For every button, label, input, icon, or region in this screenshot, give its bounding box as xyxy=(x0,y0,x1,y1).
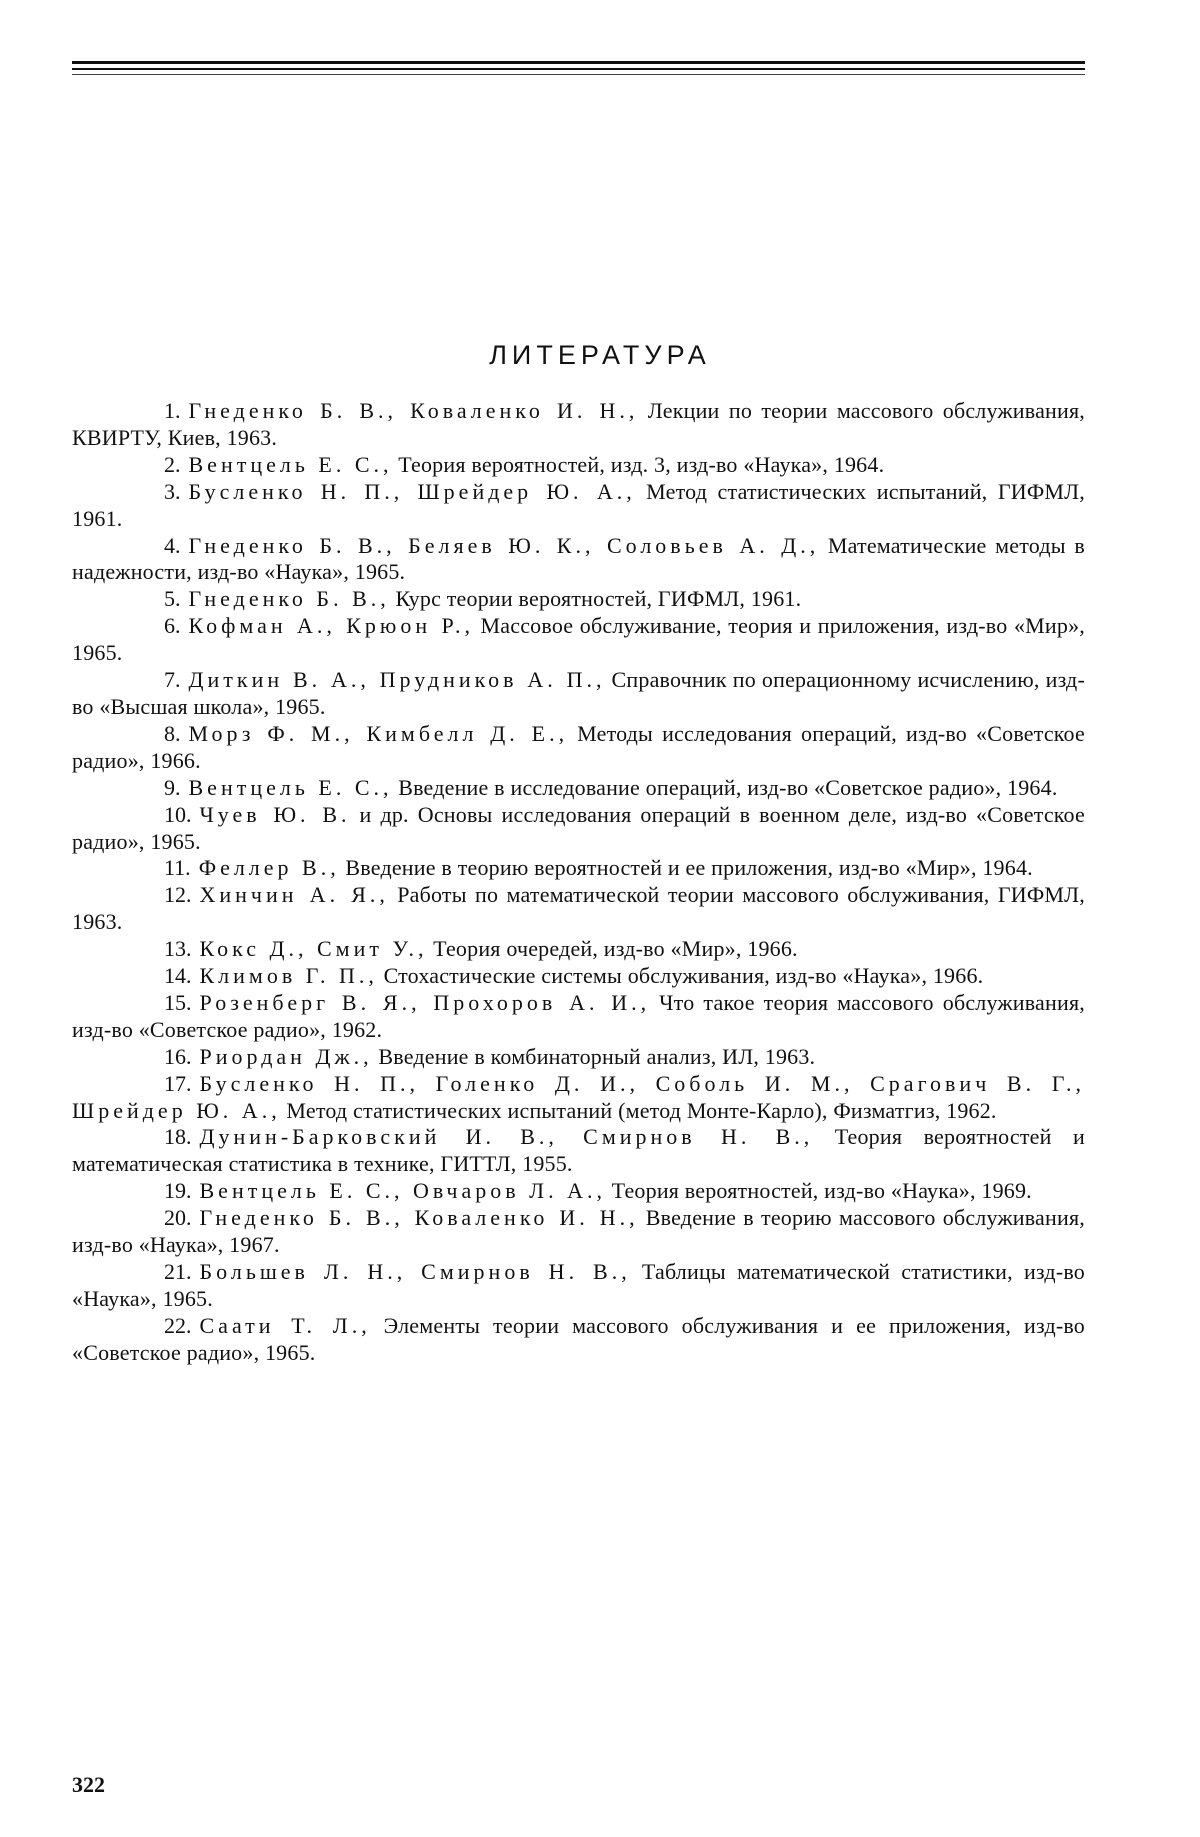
entry-authors: Бусленко Н. П., Шрейдер Ю. А., xyxy=(188,478,636,504)
entry-authors: Бусленко Н. П., Голенко Д. И., Соболь И. М., Срагович В. Г., Шрейдер Ю. А., xyxy=(72,1070,1085,1123)
entry-details: Теория очередей, изд-во «Мир», 1966. xyxy=(427,936,798,962)
bibliography-entry xyxy=(72,1124,1085,1178)
bibliography-entry xyxy=(72,533,1085,587)
bibliography-entry xyxy=(72,775,1085,802)
entry-details: Метод статистических испытаний (метод Монте-Карло), Физматгиз, 1962. xyxy=(280,1097,997,1123)
bibliography-entry xyxy=(72,479,1085,533)
entry-authors: Риордан Дж., xyxy=(199,1043,373,1069)
entry-number: 20. xyxy=(164,1205,192,1231)
entry-number: 14. xyxy=(164,963,192,989)
entry-details: Методы исследования операций, изд-во «Советское радио», 1966. xyxy=(72,720,1085,773)
entry-authors: Гнеденко Б. В., Коваленко И. Н., xyxy=(188,398,639,423)
entry-authors: Вентцель Е. С., xyxy=(188,451,393,477)
entry-details: Работы по математической теории массового обслуживания, ГИФМЛ, 1963. xyxy=(72,882,1085,935)
page-number: 322 xyxy=(72,1772,105,1797)
entry-number: 19. xyxy=(164,1178,192,1204)
entry-authors: Большев Л. Н., Смирнов Н. В., xyxy=(199,1259,631,1284)
entry-number: 9. xyxy=(164,774,181,800)
top-rule xyxy=(72,61,1085,64)
entry-details: Массовое обслуживание, теория и приложения, изд-во «Мир», 1965. xyxy=(72,613,1085,666)
bibliography-entry xyxy=(72,398,1085,452)
entry-authors: Саати Т. Л., xyxy=(199,1312,371,1338)
entry-number: 6. xyxy=(164,613,181,639)
bibliography-entry xyxy=(72,452,1085,479)
entry-details: Курс теории вероятностей, ГИФМЛ, 1961. xyxy=(389,586,802,612)
bibliography-entry xyxy=(72,936,1085,963)
entry-number: 15. xyxy=(164,989,192,1015)
entry-details: Теория вероятностей, изд-во «Наука», 1969. xyxy=(605,1178,1032,1204)
entry-number: 16. xyxy=(164,1043,192,1069)
entry-number: 22. xyxy=(164,1312,192,1338)
entry-details: Математические методы в надежности, изд-во «Наука», 1965. xyxy=(72,532,1085,585)
entry-authors: Хинчин А. Я., xyxy=(199,882,389,908)
top-rule xyxy=(72,74,1085,75)
entry-authors: Кокс Д., Смит У., xyxy=(199,936,428,962)
entry-authors: Гнеденко Б. В., Беляев Ю. К., Соловьев А. Д., xyxy=(188,532,820,558)
bibliography-entry xyxy=(72,1313,1085,1367)
bibliography-entry xyxy=(72,586,1085,613)
entry-details: Метод статистических испытаний, ГИФМЛ, 1961. xyxy=(72,478,1085,531)
entry-authors: Морз Ф. М., Кимбелл Д. Е., xyxy=(188,720,569,746)
entry-number: 12. xyxy=(164,882,192,908)
entry-details: Теория вероятностей, изд. 3, изд-во «Наука», 1964. xyxy=(392,451,885,477)
entry-number: 4. xyxy=(164,532,181,558)
bibliography-entry xyxy=(72,721,1085,775)
top-rule xyxy=(72,68,1085,70)
bibliography-entry xyxy=(72,882,1085,936)
bibliography-list xyxy=(72,398,1085,1367)
entry-authors: Гнеденко Б. В., xyxy=(188,586,390,612)
entry-number: 13. xyxy=(164,936,192,962)
entry-details: Теория вероятностей и математическая статистика в технике, ГИТТЛ, 1955. xyxy=(72,1124,1085,1177)
entry-details: Таблицы математической статистики, изд-во «Наука», 1965. xyxy=(72,1259,1085,1311)
entry-details: Введение в исследование операций, изд-во «Советское радио», 1964. xyxy=(392,774,1058,800)
entry-details: Введение в теорию вероятностей и ее приложения, изд-во «Мир», 1964. xyxy=(339,855,1033,881)
entry-authors: Феллер В., xyxy=(198,855,340,881)
bibliography-entry xyxy=(72,667,1085,721)
entry-authors: Диткин В. А., Прудников А. П., xyxy=(188,667,606,693)
entry-number: 2. xyxy=(164,451,181,477)
entry-number: 17. xyxy=(164,1070,192,1096)
entry-authors: Гнеденко Б. В., Коваленко И. Н., xyxy=(199,1205,639,1231)
bibliography-entry xyxy=(72,613,1085,667)
entry-number: 10. xyxy=(164,801,192,827)
entry-authors: Кофман А., Крюон Р., xyxy=(188,613,474,639)
bibliography-entry xyxy=(72,963,1085,990)
entry-authors: Дунин-Барковский И. В., Смирнов Н. В., xyxy=(199,1124,814,1150)
entry-details: Стохастические системы обслуживания, изд-во «Наука», 1966. xyxy=(377,963,984,989)
page-title: ЛИТЕРАТУРА xyxy=(489,340,711,370)
entry-details: Что такое теория массового обслуживания, изд-во «Советское радио», 1962. xyxy=(72,989,1085,1042)
entry-number: 3. xyxy=(164,478,181,504)
entry-number: 1. xyxy=(164,398,181,423)
entry-authors: Климов Г. П., xyxy=(199,963,378,989)
entry-number: 18. xyxy=(164,1124,192,1150)
entry-details: и др. Основы исследования операций в военном деле, изд-во «Советское радио», 1965. xyxy=(72,801,1085,854)
entry-number: 21. xyxy=(164,1259,192,1284)
bibliography-entry xyxy=(72,1205,1085,1259)
entry-authors: Чуев Ю. В. xyxy=(199,801,351,827)
bibliography-entry xyxy=(72,1071,1085,1125)
entry-number: 5. xyxy=(164,586,181,612)
entry-details: Элементы теории массового обслуживания и ее приложения, изд-во «Советское радио», 1965. xyxy=(72,1312,1085,1365)
bibliography-entry xyxy=(72,1044,1085,1071)
entry-details: Лекции по теории массового обслуживания, КВИРТУ, Киев, 1963. xyxy=(72,398,1085,450)
bibliography-entry xyxy=(72,1178,1085,1205)
bibliography-entry xyxy=(72,855,1085,882)
entry-number: 8. xyxy=(164,720,181,746)
entry-authors: Розенберг В. Я., Прохоров А. И., xyxy=(199,989,651,1015)
bibliography-entry xyxy=(72,802,1085,856)
entry-number: 7. xyxy=(164,667,181,693)
entry-details: Справочник по операционному исчислению, изд-во «Высшая школа», 1965. xyxy=(72,667,1085,719)
entry-authors: Вентцель Е. С., xyxy=(188,774,393,800)
entry-details: Введение в комбинаторный анализ, ИЛ, 1963. xyxy=(372,1043,816,1069)
entry-authors: Вентцель Е. С., Овчаров Л. А., xyxy=(199,1178,606,1204)
bibliography-entry xyxy=(72,990,1085,1044)
entry-number: 11. xyxy=(164,855,191,881)
entry-details: Введение в теорию массового обслуживания, изд-во «Наука», 1967. xyxy=(72,1205,1085,1258)
bibliography-entry xyxy=(72,1259,1085,1313)
